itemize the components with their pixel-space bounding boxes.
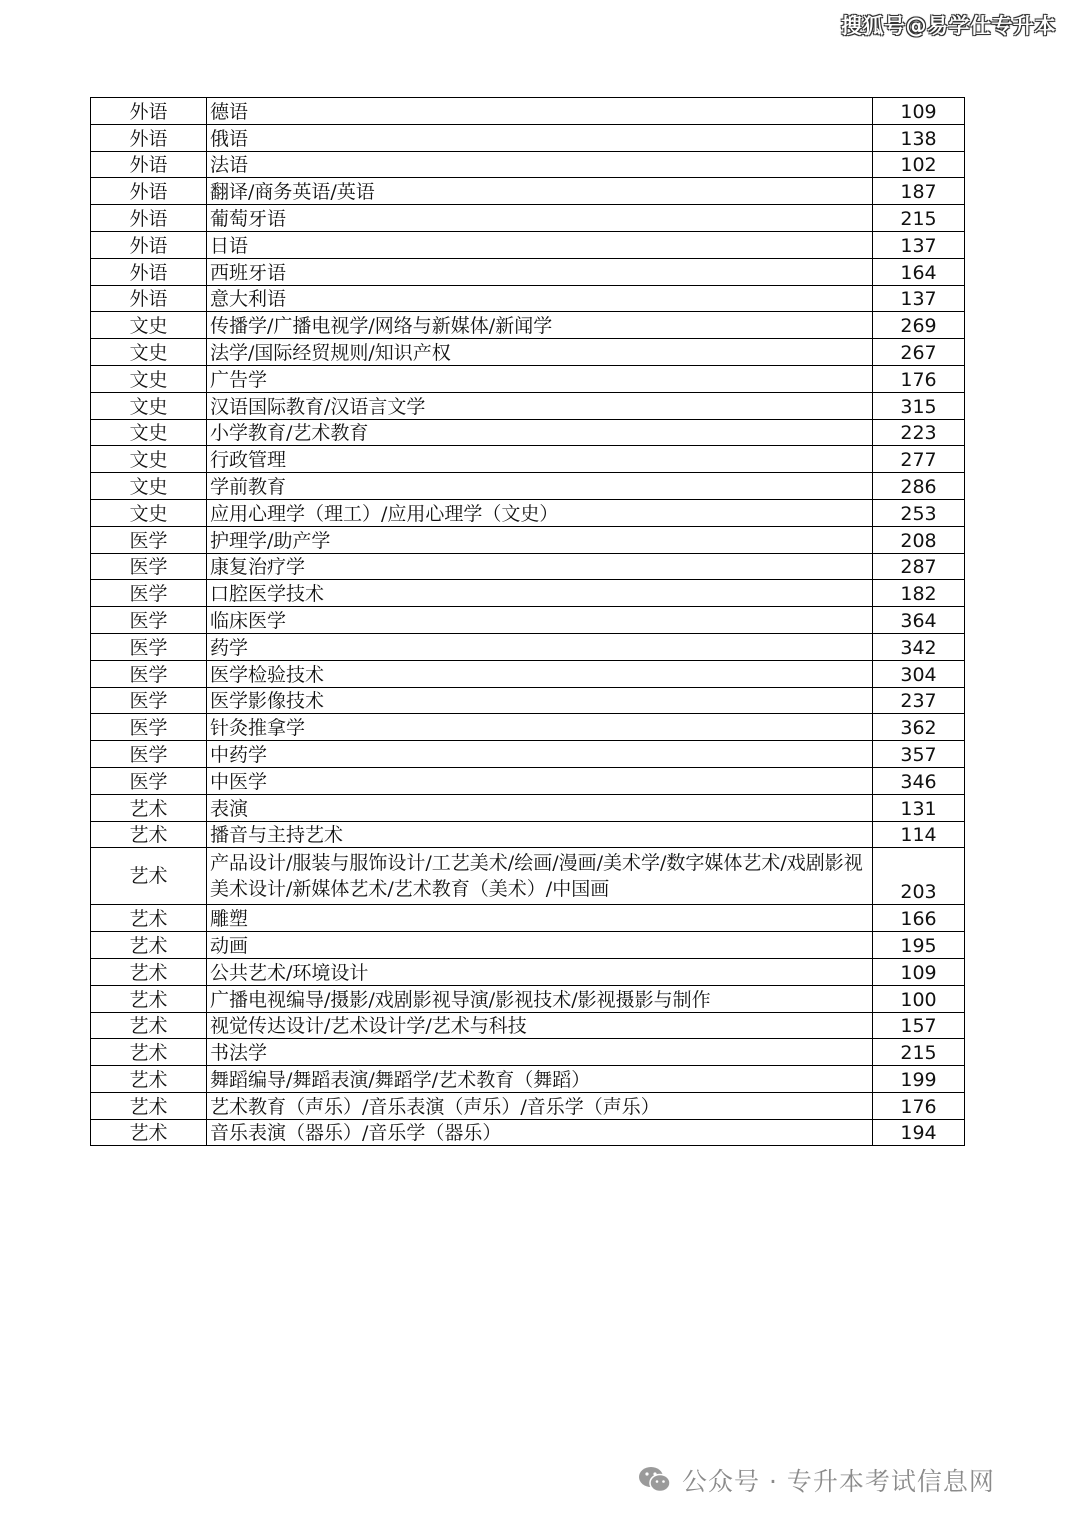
score-table: [90, 97, 965, 1146]
category-cell: 艺术: [91, 794, 207, 821]
major-cell: 西班牙语: [207, 258, 873, 285]
table-row: [91, 633, 965, 660]
category-cell: 医学: [91, 553, 207, 580]
table-row: [91, 124, 965, 151]
major-cell: 俄语: [207, 124, 873, 151]
table-row: [91, 767, 965, 794]
major-cell: 中药学: [207, 741, 873, 768]
major-cell: 护理学/助产学: [207, 526, 873, 553]
major-cell: 翻译/商务英语/英语: [207, 178, 873, 205]
score-cell: 131: [873, 794, 965, 821]
score-cell: 237: [873, 687, 965, 714]
table-row: [91, 821, 965, 848]
major-cell: 音乐表演（器乐）/音乐学（器乐）: [207, 1119, 873, 1146]
score-cell: 304: [873, 660, 965, 687]
score-cell: 277: [873, 446, 965, 473]
major-cell: 德语: [207, 98, 873, 125]
table-row: [91, 258, 965, 285]
category-cell: 文史: [91, 312, 207, 339]
category-cell: 外语: [91, 231, 207, 258]
score-cell: 102: [873, 151, 965, 178]
table-row: [91, 392, 965, 419]
category-cell: 外语: [91, 205, 207, 232]
table-row: [91, 1039, 965, 1066]
score-cell: 182: [873, 580, 965, 607]
score-cell: 287: [873, 553, 965, 580]
major-cell: 雕塑: [207, 905, 873, 932]
major-cell: 日语: [207, 231, 873, 258]
category-cell: 外语: [91, 258, 207, 285]
category-cell: 艺术: [91, 958, 207, 985]
major-cell: 舞蹈编导/舞蹈表演/舞蹈学/艺术教育（舞蹈）: [207, 1066, 873, 1093]
footer-watermark: [638, 1462, 995, 1498]
major-cell: 行政管理: [207, 446, 873, 473]
category-cell: 医学: [91, 580, 207, 607]
score-cell: 364: [873, 607, 965, 634]
table-row: [91, 205, 965, 232]
table-row: [91, 905, 965, 932]
category-cell: 文史: [91, 419, 207, 446]
score-cell: 176: [873, 365, 965, 392]
major-cell: 应用心理学（理工）/应用心理学（文史）: [207, 499, 873, 526]
score-cell: 357: [873, 741, 965, 768]
score-cell: 176: [873, 1092, 965, 1119]
major-cell: 中医学: [207, 767, 873, 794]
table-row: [91, 714, 965, 741]
score-cell: 267: [873, 339, 965, 366]
score-cell: 194: [873, 1119, 965, 1146]
major-cell: 传播学/广播电视学/网络与新媒体/新闻学: [207, 312, 873, 339]
table-row: [91, 932, 965, 959]
table-row: [91, 446, 965, 473]
table-row: [91, 178, 965, 205]
wechat-icon: [638, 1465, 672, 1495]
table-row: [91, 1092, 965, 1119]
major-cell: 葡萄牙语: [207, 205, 873, 232]
major-cell: 学前教育: [207, 473, 873, 500]
category-cell: 艺术: [91, 905, 207, 932]
major-cell: 临床医学: [207, 607, 873, 634]
category-cell: 文史: [91, 446, 207, 473]
table-row: [91, 607, 965, 634]
category-cell: 艺术: [91, 1039, 207, 1066]
score-cell: 362: [873, 714, 965, 741]
major-cell: 小学教育/艺术教育: [207, 419, 873, 446]
score-cell: 166: [873, 905, 965, 932]
category-cell: 艺术: [91, 1012, 207, 1039]
category-cell: 文史: [91, 392, 207, 419]
major-cell: 康复治疗学: [207, 553, 873, 580]
table-row: [91, 1012, 965, 1039]
category-cell: 艺术: [91, 848, 207, 905]
score-cell: 346: [873, 767, 965, 794]
table-row: [91, 580, 965, 607]
category-cell: 医学: [91, 526, 207, 553]
score-cell: 114: [873, 821, 965, 848]
table-row: [91, 151, 965, 178]
table-row: [91, 985, 965, 1012]
score-cell: 109: [873, 958, 965, 985]
category-cell: 文史: [91, 499, 207, 526]
score-cell: 195: [873, 932, 965, 959]
major-cell: 汉语国际教育/汉语言文学: [207, 392, 873, 419]
category-cell: 医学: [91, 607, 207, 634]
score-cell: 342: [873, 633, 965, 660]
major-cell: 医学检验技术: [207, 660, 873, 687]
major-cell: 书法学: [207, 1039, 873, 1066]
score-cell: 187: [873, 178, 965, 205]
major-cell: 药学: [207, 633, 873, 660]
category-cell: 医学: [91, 660, 207, 687]
major-cell: 播音与主持艺术: [207, 821, 873, 848]
table-row: [91, 526, 965, 553]
table-row: [91, 365, 965, 392]
category-cell: 艺术: [91, 985, 207, 1012]
score-cell: 109: [873, 98, 965, 125]
table-row: [91, 1119, 965, 1146]
table-row: [91, 419, 965, 446]
watermark-top: 搜狐号@易学仕专升本: [841, 14, 1056, 38]
major-cell: 公共艺术/环境设计: [207, 958, 873, 985]
category-cell: 艺术: [91, 821, 207, 848]
major-cell: 产品设计/服装与服饰设计/工艺美术/绘画/漫画/美术学/数字媒体艺术/戏剧影视美术设计/新媒体艺术/艺术教育（美术）/中国画: [207, 848, 873, 905]
score-cell: 269: [873, 312, 965, 339]
major-cell: 表演: [207, 794, 873, 821]
major-cell: 广告学: [207, 365, 873, 392]
table-row: [91, 499, 965, 526]
category-cell: 文史: [91, 473, 207, 500]
major-cell: 针灸推拿学: [207, 714, 873, 741]
major-cell: 视觉传达设计/艺术设计学/艺术与科技: [207, 1012, 873, 1039]
score-cell: 157: [873, 1012, 965, 1039]
category-cell: 外语: [91, 285, 207, 312]
score-cell: 137: [873, 285, 965, 312]
table-row: [91, 339, 965, 366]
table-row: [91, 687, 965, 714]
major-cell: 医学影像技术: [207, 687, 873, 714]
score-cell: 164: [873, 258, 965, 285]
major-cell: 动画: [207, 932, 873, 959]
major-cell: 法语: [207, 151, 873, 178]
score-cell: 138: [873, 124, 965, 151]
score-cell: 215: [873, 1039, 965, 1066]
footer-watermark-text: 公众号 · 专升本考试信息网: [682, 1467, 995, 1496]
category-cell: 医学: [91, 741, 207, 768]
score-cell: 137: [873, 231, 965, 258]
score-table-body: [91, 98, 965, 1146]
major-cell: 口腔医学技术: [207, 580, 873, 607]
category-cell: 医学: [91, 714, 207, 741]
category-cell: 外语: [91, 124, 207, 151]
score-cell: 286: [873, 473, 965, 500]
major-cell: 广播电视编导/摄影/戏剧影视导演/影视技术/影视摄影与制作: [207, 985, 873, 1012]
category-cell: 外语: [91, 98, 207, 125]
table-row: [91, 98, 965, 125]
category-cell: 艺术: [91, 932, 207, 959]
category-cell: 文史: [91, 365, 207, 392]
score-cell: 215: [873, 205, 965, 232]
score-cell: 223: [873, 419, 965, 446]
table-row: [91, 231, 965, 258]
category-cell: 医学: [91, 687, 207, 714]
major-cell: 艺术教育（声乐）/音乐表演（声乐）/音乐学（声乐）: [207, 1092, 873, 1119]
table-row: [91, 285, 965, 312]
table-row: [91, 741, 965, 768]
score-cell: 208: [873, 526, 965, 553]
table-row: [91, 553, 965, 580]
category-cell: 文史: [91, 339, 207, 366]
score-cell: 315: [873, 392, 965, 419]
category-cell: 外语: [91, 178, 207, 205]
major-cell: 意大利语: [207, 285, 873, 312]
table-row: [91, 848, 965, 905]
major-cell: 法学/国际经贸规则/知识产权: [207, 339, 873, 366]
table-row: [91, 312, 965, 339]
table-row: [91, 473, 965, 500]
table-row: [91, 958, 965, 985]
score-cell: 100: [873, 985, 965, 1012]
table-row: [91, 1066, 965, 1093]
score-cell: 253: [873, 499, 965, 526]
table-row: [91, 660, 965, 687]
category-cell: 医学: [91, 633, 207, 660]
score-cell: 199: [873, 1066, 965, 1093]
category-cell: 医学: [91, 767, 207, 794]
table-row: [91, 794, 965, 821]
category-cell: 外语: [91, 151, 207, 178]
category-cell: 艺术: [91, 1066, 207, 1093]
score-cell: 203: [873, 848, 965, 905]
category-cell: 艺术: [91, 1092, 207, 1119]
category-cell: 艺术: [91, 1119, 207, 1146]
